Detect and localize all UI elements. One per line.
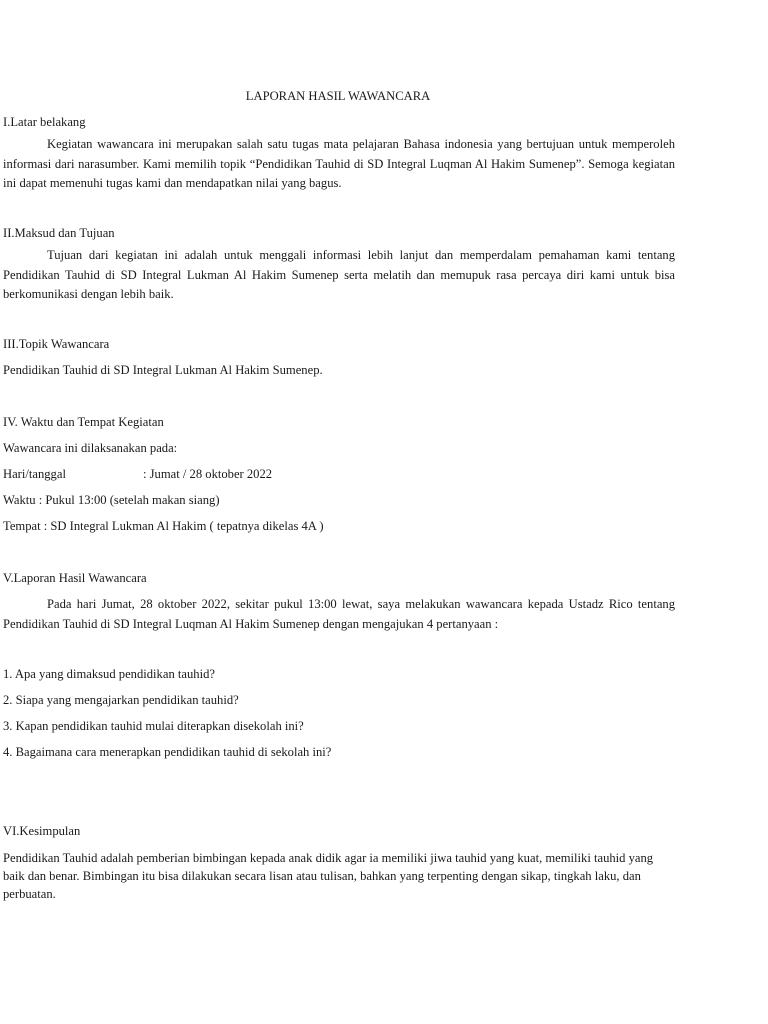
section-body-maksud-tujuan: Tujuan dari kegiatan ini adalah untuk menggali informasi lebih lanjut dan memperdalam pemahaman kami tentang Pendidikan Tauhid di SD Integral Lukman Al Hakim Sumenep serta melatih dan memupuk rasa percaya diri kami untuk bisa berkomunikasi dengan lebih baik. xyxy=(3,248,675,301)
section-heading-laporan: V.Laporan Hasil Wawancara xyxy=(3,571,147,585)
question-item: 2. Siapa yang mengajarkan pendidikan tauhid? xyxy=(3,693,239,707)
waktu-intro: Wawancara ini dilaksanakan pada: xyxy=(3,441,178,455)
waktu-line: Waktu : Pukul 13:00 (setelah makan siang) xyxy=(3,493,220,507)
section-body-laporan: Pada hari Jumat, 28 oktober 2022, sekitar pukul 13:00 lewat, saya melakukan wawancara kepada Ustadz Rico tentang Pendidikan Tauhid di SD Integral Luqman Al Hakim Sumenep dengan mengajukan 4 pertanyaan : xyxy=(3,597,675,631)
section-heading-latar-belakang: I.Latar belakang xyxy=(3,115,86,129)
hari-tanggal-label: Hari/tanggal xyxy=(3,467,66,481)
question-item: 1. Apa yang dimaksud pendidikan tauhid? xyxy=(3,667,215,681)
tempat-line: Tempat : SD Integral Lukman Al Hakim ( tepatnya dikelas 4A ) xyxy=(3,519,324,533)
section-heading-maksud-tujuan: II.Maksud dan Tujuan xyxy=(3,226,115,240)
question-item: 4. Bagaimana cara menerapkan pendidikan tauhid di sekolah ini? xyxy=(3,745,332,759)
section-body-latar-belakang: Kegiatan wawancara ini merupakan salah satu tugas mata pelajaran Bahasa indonesia yang bertujuan untuk memperoleh informasi dari narasumber. Kami memilih topik “Pendidikan Tauhid di SD Integral Luqman Al Hakim Sumenep”. Semoga kegiatan ini dapat memenuhi tugas kami dan mendapatkan nilai yang bagus. xyxy=(3,137,675,190)
question-item: 3. Kapan pendidikan tauhid mulai diterapkan disekolah ini? xyxy=(3,719,304,733)
section-body-kesimpulan: Pendidikan Tauhid adalah pemberian bimbingan kepada anak didik agar ia memiliki jiwa tauhid yang kuat, memiliki tauhid yang baik dan benar. Bimbingan itu bisa dilakukan secara lisan atau tulisan, bahkan yang terpenting dengan sikap, tingkah laku, dan perbuatan. xyxy=(3,851,654,901)
hari-tanggal-value: : Jumat / 28 oktober 2022 xyxy=(143,467,273,481)
hari-tanggal-row xyxy=(3,465,403,483)
section-body-topik: Pendidikan Tauhid di SD Integral Lukman Al Hakim Sumenep. xyxy=(3,363,323,377)
document-title: LAPORAN HASIL WAWANCARA xyxy=(245,89,431,103)
section-heading-waktu-tempat: IV. Waktu dan Tempat Kegiatan xyxy=(3,415,164,429)
section-heading-topik: III.Topik Wawancara xyxy=(3,337,110,351)
section-heading-kesimpulan: VI.Kesimpulan xyxy=(3,824,81,838)
